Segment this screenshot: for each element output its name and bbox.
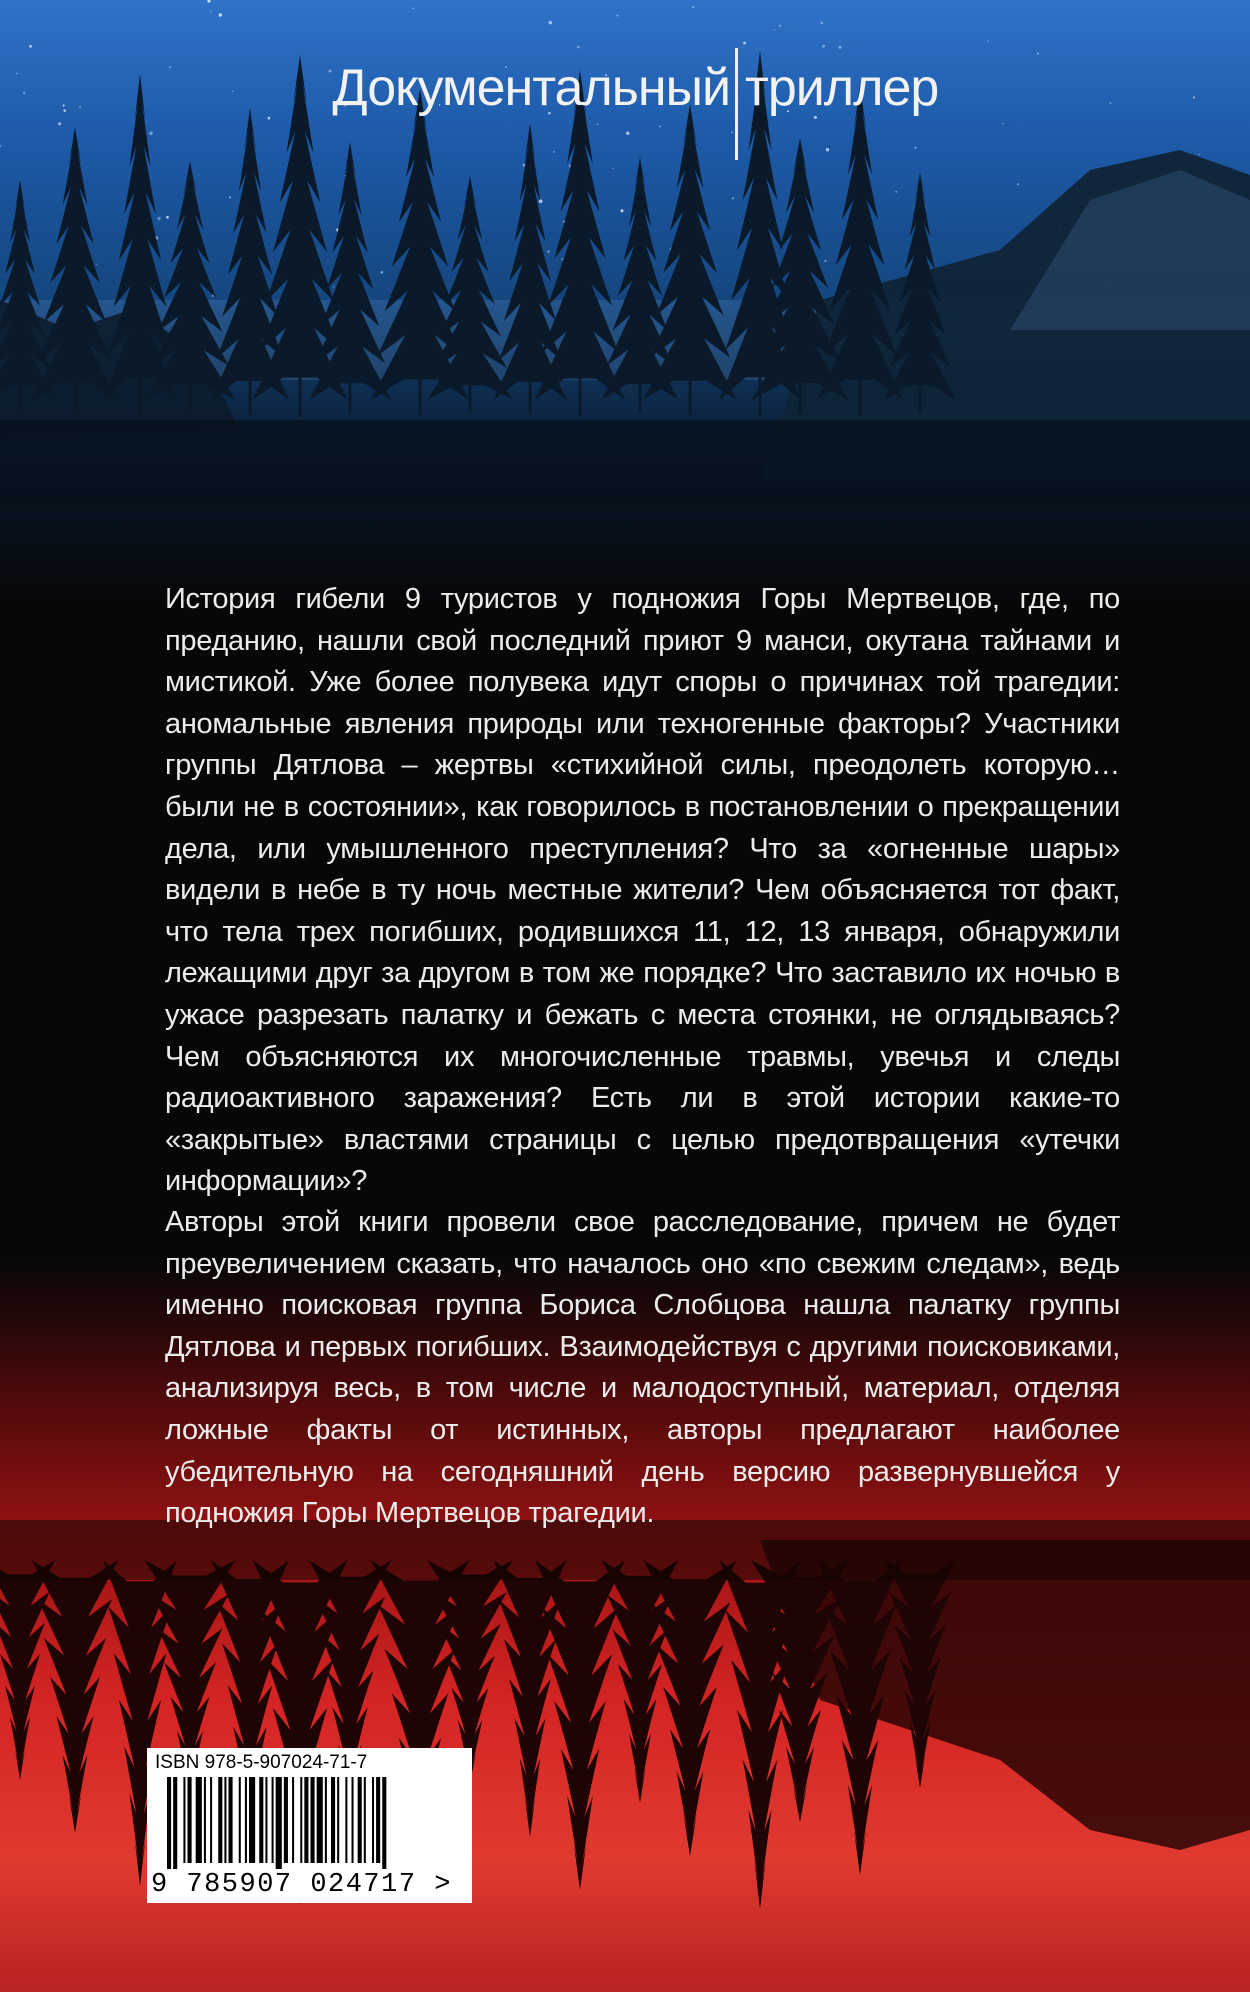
series-header bbox=[0, 48, 1250, 168]
series-divider bbox=[735, 48, 738, 160]
fir-reflection bbox=[0, 1560, 55, 1780]
series-label-documentary: Документальный bbox=[332, 59, 730, 117]
isbn-label: ISBN 978-5-907024-71-7 bbox=[155, 1752, 368, 1773]
barcode-bars bbox=[167, 1777, 457, 1869]
isbn-barcode bbox=[147, 1748, 472, 1903]
fir-reflection bbox=[643, 1560, 737, 1856]
series-label-thriller: триллер bbox=[745, 59, 939, 117]
lake-surface bbox=[0, 420, 1250, 510]
annotation-paragraph-1: История гибели 9 туристов у подножия Горы Мертвецов, где, по преданию, нашли свой последний приют 9 манси, окутана тайнами и мистикой. Уже более полувека идут споры о причинах той трагедии: аномальные явления природы или техногенные факторы? Участники группы Дятлова – жертвы «стихийной силы, преодолеть которую… были не в состоянии», как говорилось в постановлении о прекращении дела, или умышленного преступления? Что за «огненные шары» видели в небе в ту ночь местные жители? Чем объясняется тот факт, что тела трех погибших, родившихся 11, 12, 13 января, обнаружили лежащими друг за другом в том же порядке? Что заставило их ночью в ужасе разрезать палатку и бежать с места стоянки, не оглядываясь? Чем объясняются их многочисленные травмы, увечья и следы радиоактивного заражения? Есть ли в этой истории какие-то «закрытые» властями страницы с целью предотвращения «утечки информации»? bbox=[165, 583, 1120, 1198]
annotation-paragraph-2: Авторы этой книги провели свое расследование, причем не будет преувеличением сказать, что началось оно «по свежим следам», ведь именно поисковая группа Бориса Слобцова нашла палатку группы Дятлова и первых погибших. Взаимодействуя с другими поисковиками, анализируя весь, в том числе и малодоступный, материал, отделяя ложные факты от истинных, авторы предлагают наиболее убедительную на сегодняшний день версию развернувшейся у подножия Горы Мертвецов трагедии. bbox=[165, 1206, 1120, 1530]
barcode-digits: 9 785907 024717 > bbox=[151, 1870, 452, 1900]
fir-reflection bbox=[535, 1560, 625, 1890]
